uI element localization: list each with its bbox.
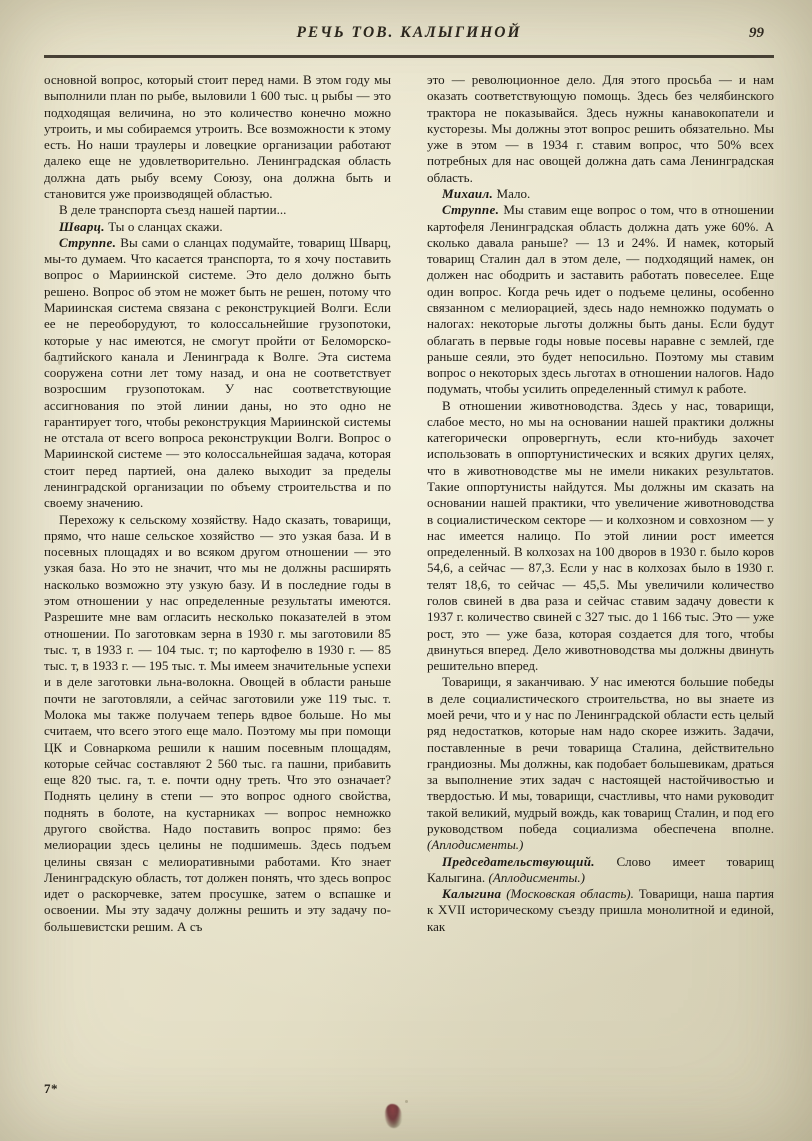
para-shvarts-remark [44, 219, 391, 235]
para-kalygina [427, 886, 774, 935]
speaker-name: Калыгина [442, 886, 502, 902]
stage-direction: (Аплодисменты.) [488, 869, 585, 885]
sheet-signature-mark: 7* [44, 1081, 58, 1096]
paragraph-text: В отношении животноводства. Здесь у нас, товарищи, слабое место, но мы на основании нашей практики должны категорически опровергнуть, если кто-нибудь захочет использовать в оппортунистических и всяких других целях, что в животноводстве мы не имели никаких результатов. Такие оппортунисты найдутся. Мы должны им сказать на основании нашей практики, что увеличение животноводства в социалистическом секторе — и колхозном и совхозном — у нас имеется налицо. По этой линии рост имеется определенный. В колхозах на 100 дворов в 1930 г. было коров 54,6, а сейчас — 87,3. Если у нас в колхозах было в 1930 г. телят 18,6, то сейчас — 45,5. Мы увеличили количество голов свиней в два раза и сейчас ставим задачу довести к 1937 г. количество свиней с 327 тыс. до 1 166 тыс. Это — уже рост, это — уже база, которая создается для того, чтобы двинуться вперед. Дело животноводства мы должны двинуть решительно вперед. [427, 397, 774, 674]
left-column [44, 72, 391, 1079]
paragraph-text: Ты о сланцах скажи. [108, 218, 223, 234]
para-mikhail-remark [427, 186, 774, 202]
header-rule [44, 55, 774, 58]
running-head [44, 24, 774, 54]
paper-speck [58, 360, 62, 365]
para-chairman [427, 854, 774, 887]
stage-direction: (Аплодисменты.) [427, 837, 524, 853]
speaker-name: Струппе. [59, 234, 117, 250]
paragraph-text: Мало. [496, 185, 531, 201]
paragraph-text: Слово имеет товарищ Калыгина. [427, 853, 774, 885]
para-fishing-plan [44, 72, 391, 202]
paragraph-text: это — революционное дело. Для этого просьба — и нам оказать соответствующую помощь. Здесь без челябинского трактора не показывайся. Здесь нужны канавокопатели и кусторезы. Мы должны этот вопрос решить обязательно. Мы уже в этом — в 1934 г. ставим вопрос, что 50% всех потребных для нас овощей должна дать сама Ленинградская область. [427, 72, 774, 185]
paper-speck [690, 540, 693, 543]
paragraph-text: Перехожу к сельскому хозяйству. Надо сказать, товарищи, прямо, что наше сельское хозяйство — это узкая база. И в посевных площадях и во всяком другом отношении — это узкая база. Но это не значит, что мы не должны расширять насколько возможно эту узкую базу. И в последние годы в этом отношении у нас определенные результаты имеются. Разрешите мне вам огласить несколько показателей в этом отношении. По заготовкам зерна в 1930 г. мы заготовили 85 тыс. т, в 1933 г. — 104 тыс. т; по картофелю в 1930 г. — 85 тыс. т, в 1933 г. — 195 тыс. т. Мы имеем значительные успехи и в деле заготовки льна-волокна. Овощей в области раньше почти не заготовляли, а сейчас заготовили уже 119 тыс. т. Молока мы также получаем теперь вдвое больше. Но мы считаем, что всего этого еще мало. Поэтому мы при помощи ЦК и Совнаркома решили к нашим посевным площадям, которые сейчас составляют 2 560 тыс. га пашни, прибавить еще 820 тыс. га, т. е. почти одну треть. Что это означает? Поднять целину в степи — это вопрос одного свойства, поднять в болоте, на кустарниках — вопрос немножко другого свойства. Надо поставить вопрос прямо: без мелиорации здесь целины не подшимешь. Здесь подъем целины связан с мелиоративными работами. Кто знает Ленинградскую область, тот должен понять, что здесь вопрос идет о раскорчевке, затем просушке, затем о вспашке и освоении. Мы эту задачу должны решить и эту задачу по-большевистски решим. А съ [44, 511, 391, 934]
paper-speck [405, 1100, 408, 1103]
page-number: 99 [749, 25, 764, 41]
para-revolutionary-cause [427, 72, 774, 186]
para-livestock [427, 398, 774, 675]
speaker-name: Михаил. [442, 185, 494, 201]
paragraph-text: основной вопрос, который стоит перед нами. В этом году мы выполнили план по рыбе, выловили 1 600 тыс. ц рыбы — это подходящая величина, но это количество конечно можно утроить, и мы собираемся утроить. Все возможности к этому есть. Но наши траулеры и ловецкие организации работают далеко еще не удовлетворительно. Ленинградская область должна дать рыбу всему Союзу, она должна быть и становится уже производящей областью. [44, 72, 391, 201]
para-struppe-mariinsk [44, 235, 391, 512]
speaker-name: Председательствующий. [442, 853, 595, 869]
paragraph-text: Мы ставим еще вопрос о том, что в отношении картофеля Ленинградская область должна дать уже 60%. А сколько давала раньше? — 13 и 24%. И намек, который товарищ Сталин дал в этом деле, — подходящий намек, он должен нас ободрить и заставить работать повеселее. Еще один вопрос. Когда речь идет о подъеме целины, особенно связанном с мелиорацией, здесь надо немножко подумать о налогах: некоторые льготы должны быть даны. Если будут облагать в первые годы новые посевы наравне с землей, где раньше сеяли, это будет непосильно. Поэтому мы ставим вопрос о некоторых здесь льготах в отношении налогов. Надо подумать, чтобы усилить определенный стимул к работе. [427, 202, 775, 397]
speaker-region: (Московская область). [501, 886, 634, 902]
para-transport-congress [44, 202, 391, 218]
speaker-name: Шварц. [59, 218, 105, 234]
running-head-title: РЕЧЬ ТОВ. КАЛЫГИНОЙ [296, 24, 522, 41]
para-agriculture-base [44, 512, 391, 935]
para-struppe-potato [427, 202, 774, 397]
ink-smudge [385, 1104, 402, 1128]
speaker-name: Струппе. [442, 202, 500, 218]
right-column [427, 72, 774, 1079]
text-columns [44, 72, 774, 1079]
paragraph-text: В деле транспорта съезд нашей партии... [59, 202, 287, 218]
para-closing [427, 674, 774, 853]
paragraph-text: Товарищи, наша партия к XVII историческому съезду пришла монолитной и единой, как [427, 886, 774, 934]
paragraph-text: Товарищи, я заканчиваю. У нас имеются большие победы в деле социалистического строительства, но вы знаете из моей речи, что и у нас по Ленинградской области есть целый ряд недостатков, которые нам надо скорее изжить. Задачи, поставленные в речи товарища Сталина, действительно грандиозны. Мы должны, как подобает большевикам, драться за выполнение этих задач с настоящей настойчивостью и твердостью. И мы, товарищи, счастливы, что нами руководит такой великий, мудрый вождь, как товарищ Сталин, и под его руководством победа социализма обеспечена вполне. [427, 674, 774, 836]
paragraph-text: Вы сами о сланцах подумайте, товарищ Шварц, мы-то думаем. Что касается транспорта, то я хочу поставить вопрос о Мариинской системе. Это дело должно быть решено. Вопрос об этом не может быть не решен, потому что Мариинская система связана с реконструкцией Волги. Если ее не переоборудуют, то колоссальнейшие грузопотоки, которые у нас имеются, не смогут пройти от Беломорско-балтийского канала и Ленинграда к Волге. Эта система сооружена сотни лет тому назад, и она не соответствует возросшим грузопотокам. У нас соответствующие ассигнования по этой линии даны, но это одно не гарантирует того, чтобы реконструкция Мариинской системы не отстала от всего вопроса реконструкции Волги. Вопрос о Мариинской системе — это колоссальнейшая задача, которая стоит перед партией, она далеко выходит за пределы ленинградской организации по объему строительства и по своему значению. [44, 234, 391, 511]
